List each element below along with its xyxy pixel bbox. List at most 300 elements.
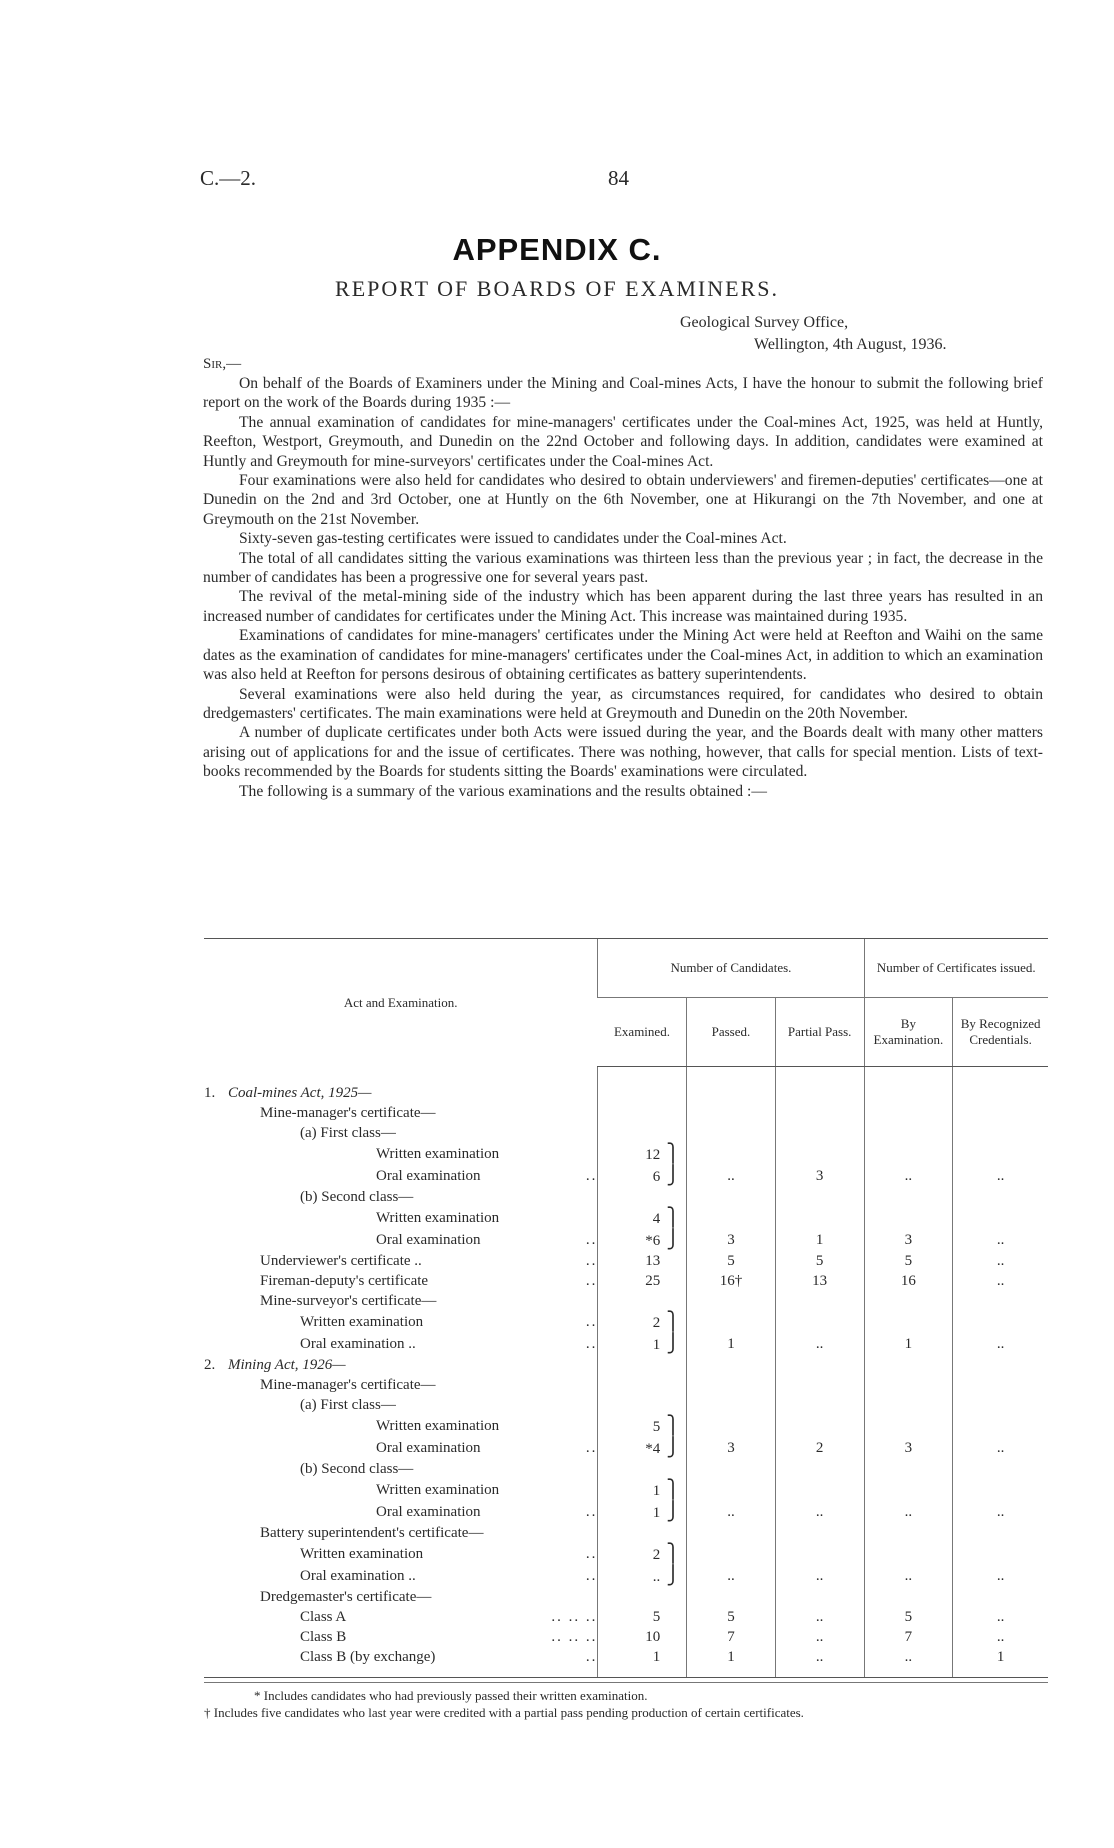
- table-row: [204, 1437, 1048, 1459]
- leader-dots: ..: [585, 1168, 598, 1184]
- table-row: [204, 1123, 1048, 1143]
- passed-value: [687, 1479, 776, 1501]
- passed-value: [687, 1123, 776, 1143]
- passed-value: [687, 1395, 776, 1415]
- partial-pass-value: [775, 1375, 864, 1395]
- passed-value: [687, 1067, 776, 1104]
- partial-pass-value: [775, 1291, 864, 1311]
- passed-value: [687, 1311, 776, 1333]
- header-by-credentials: By Recognized Credentials.: [953, 998, 1048, 1067]
- row-label-cell: [204, 1143, 598, 1165]
- salutation: Sir,—: [203, 356, 242, 372]
- table-row: [204, 1229, 1048, 1251]
- by-examination-value: [864, 1355, 953, 1375]
- leader-dots: [436, 1375, 598, 1395]
- partial-pass-value: [775, 1187, 864, 1207]
- leader-dots: [396, 1123, 598, 1143]
- leader-dots: [371, 1083, 597, 1103]
- passed-value: [687, 1291, 776, 1311]
- by-credentials-value: [953, 1291, 1048, 1311]
- by-credentials-value: [953, 1459, 1048, 1479]
- brace-glyph: ⎫: [666, 1207, 680, 1227]
- footnotes: [204, 1682, 1048, 1721]
- partial-pass-value: [775, 1123, 864, 1143]
- by-credentials-value: ..: [953, 1627, 1048, 1647]
- examined-value: 13: [645, 1253, 661, 1269]
- passed-value: [687, 1543, 776, 1565]
- table-row: [204, 1501, 1048, 1523]
- document-reference: C.—2.: [200, 166, 257, 190]
- table-row: [204, 1395, 1048, 1415]
- passed-value: 1: [687, 1333, 776, 1355]
- partial-pass-value: ..: [775, 1565, 864, 1587]
- examined-cell: [598, 1647, 687, 1678]
- row-label: Written examination: [300, 1314, 424, 1330]
- by-examination-value: [864, 1479, 953, 1501]
- row-label-cell: [204, 1607, 598, 1627]
- report-subtitle: REPORT OF BOARDS OF EXAMINERS.: [335, 276, 779, 301]
- row-label-cell: [204, 1627, 598, 1647]
- row-label: Fireman-deputy's certificate: [260, 1273, 429, 1289]
- by-examination-value: ..: [864, 1501, 953, 1523]
- office-line-1: Geological Survey Office,: [680, 314, 849, 331]
- row-label: Class B (by exchange): [300, 1649, 436, 1665]
- brace-glyph: ⎭: [666, 1501, 680, 1521]
- partial-pass-value: 5: [775, 1251, 864, 1271]
- by-examination-value: 5: [864, 1251, 953, 1271]
- passed-value: 3: [687, 1229, 776, 1251]
- by-credentials-value: ..: [953, 1271, 1048, 1291]
- table-row: [204, 1375, 1048, 1395]
- examined-value: 4: [652, 1211, 661, 1227]
- examined-cell: [598, 1437, 687, 1459]
- row-label: Mining Act, 1926—: [228, 1357, 346, 1373]
- leader-dots: [499, 1416, 597, 1436]
- row-label: Oral examination ..: [300, 1568, 416, 1584]
- table-row: [204, 1647, 1048, 1678]
- partial-pass-value: ..: [775, 1333, 864, 1355]
- paragraph: The annual examination of candidates for mine-managers' certificates under the Coal-mines Act, 1925, was held at Huntly, Reefton, Westport, Greymouth, and Dunedin on the 22nd October and following days. In addition, candidates were examined at Huntly and Greymouth for mine-surveyors' certificates under the Coal-mines Act.: [203, 413, 1043, 470]
- examined-cell: [598, 1143, 687, 1165]
- footnote-dagger: † Includes five candidates who last year were credited with a partial pass pending production of certain certificates.: [204, 1705, 804, 1720]
- by-credentials-value: [953, 1067, 1048, 1104]
- examined-cell: [598, 1187, 687, 1207]
- paragraph: A number of duplicate certificates under both Acts were issued during the year, and the Boards dealt with many other matters arising out of applications for and the issue of certificates. There was nothing, however, that calls for special mention. Lists of text-books recommended by the Boards for students sitting the Boards' examinations were circulated.: [203, 724, 1043, 781]
- examined-cell: [598, 1333, 687, 1355]
- passed-value: [687, 1187, 776, 1207]
- passed-value: [687, 1523, 776, 1543]
- row-number: 2.: [204, 1357, 216, 1373]
- header-by-examination: By Examination.: [864, 998, 953, 1067]
- paragraph: Examinations of candidates for mine-managers' certificates under the Mining Act were held at Reefton and Waihi on the same dates as the examination of candidates for mine-managers' certificates under the Coal-mines Act, in addition to which an examination was also held at Reefton for persons desirous of obtaining certificates as battery superintendents.: [203, 627, 1043, 684]
- by-credentials-value: ..: [953, 1165, 1048, 1187]
- by-credentials-value: ..: [953, 1229, 1048, 1251]
- row-label: Underviewer's certificate ..: [260, 1253, 422, 1269]
- leader-dots: [499, 1144, 597, 1164]
- by-examination-value: [864, 1311, 953, 1333]
- examined-value: 1: [652, 1505, 661, 1521]
- row-label: Oral examination: [376, 1504, 481, 1520]
- brace-glyph: ⎭: [666, 1565, 680, 1585]
- passed-value: ..: [687, 1565, 776, 1587]
- row-label-cell: [204, 1103, 598, 1123]
- leader-dots: ..: [585, 1649, 598, 1665]
- by-credentials-value: ..: [953, 1565, 1048, 1587]
- row-label: Written examination: [300, 1546, 424, 1562]
- row-label-cell: [204, 1165, 598, 1187]
- by-credentials-value: [953, 1395, 1048, 1415]
- row-label: Class A: [300, 1609, 347, 1625]
- row-label: Mine-surveyor's certificate—: [260, 1293, 437, 1309]
- leader-dots: [436, 1103, 598, 1123]
- by-examination-value: [864, 1523, 953, 1543]
- header-act-examination: Act and Examination.: [204, 939, 598, 1067]
- partial-pass-value: 13: [775, 1271, 864, 1291]
- brace-glyph: ⎭: [666, 1333, 680, 1353]
- row-label-cell: [204, 1647, 598, 1678]
- examined-value: 25: [645, 1273, 661, 1289]
- passed-value: ..: [687, 1165, 776, 1187]
- table-row: [204, 1311, 1048, 1333]
- by-examination-value: [864, 1375, 953, 1395]
- partial-pass-value: [775, 1067, 864, 1104]
- examined-value: 1: [652, 1337, 661, 1353]
- by-credentials-value: ..: [953, 1251, 1048, 1271]
- table-row: [204, 1103, 1048, 1123]
- leader-dots: [396, 1395, 598, 1415]
- examined-value: 5: [652, 1609, 661, 1625]
- leader-dots: ..: [585, 1253, 598, 1269]
- partial-pass-value: ..: [775, 1607, 864, 1627]
- examined-cell: [598, 1459, 687, 1479]
- leader-dots: [499, 1480, 597, 1500]
- table-row: [204, 1607, 1048, 1627]
- by-examination-value: ..: [864, 1165, 953, 1187]
- table-row: [204, 1459, 1048, 1479]
- by-credentials-value: [953, 1523, 1048, 1543]
- header-partial-pass: Partial Pass.: [775, 998, 864, 1067]
- brace-glyph: ⎫: [666, 1543, 680, 1563]
- by-credentials-value: [953, 1587, 1048, 1607]
- office-address: [680, 312, 947, 356]
- examination-summary-table: [204, 938, 1048, 1678]
- row-label-cell: [204, 1415, 598, 1437]
- leader-dots: ..: [585, 1504, 598, 1520]
- leader-dots: [413, 1459, 597, 1479]
- brace-glyph: ⎭: [666, 1229, 680, 1249]
- examined-cell: [598, 1501, 687, 1523]
- table-row: [204, 1251, 1048, 1271]
- leader-dots: ..: [585, 1440, 598, 1456]
- table-row: [204, 1565, 1048, 1587]
- row-label-cell: [204, 1395, 598, 1415]
- examined-cell: [598, 1523, 687, 1543]
- by-credentials-value: [953, 1123, 1048, 1143]
- passed-value: ..: [687, 1501, 776, 1523]
- by-examination-value: ..: [864, 1647, 953, 1678]
- leader-dots: ..: [585, 1314, 598, 1330]
- by-examination-value: 1: [864, 1333, 953, 1355]
- leader-dots: ..: [585, 1336, 598, 1352]
- row-label-cell: [204, 1207, 598, 1229]
- examined-cell: [598, 1355, 687, 1375]
- row-label-cell: [204, 1251, 598, 1271]
- row-label-cell: [204, 1271, 598, 1291]
- examined-cell: [598, 1123, 687, 1143]
- partial-pass-value: [775, 1143, 864, 1165]
- leader-dots: .. .. ..: [551, 1609, 598, 1625]
- passed-value: 5: [687, 1251, 776, 1271]
- row-label-cell: [204, 1479, 598, 1501]
- examined-value: 10: [645, 1629, 661, 1645]
- by-credentials-value: [953, 1375, 1048, 1395]
- partial-pass-value: 3: [775, 1165, 864, 1187]
- leader-dots: ..: [585, 1232, 598, 1248]
- by-examination-value: [864, 1123, 953, 1143]
- leader-dots: [499, 1208, 597, 1228]
- table-row: [204, 1067, 1048, 1104]
- by-credentials-value: [953, 1103, 1048, 1123]
- partial-pass-value: [775, 1355, 864, 1375]
- table-row: [204, 1479, 1048, 1501]
- partial-pass-value: ..: [775, 1647, 864, 1678]
- table-row: [204, 1355, 1048, 1375]
- examined-value: 12: [645, 1147, 661, 1163]
- passed-value: 1: [687, 1647, 776, 1678]
- examined-cell: [598, 1067, 687, 1104]
- examined-cell: [598, 1229, 687, 1251]
- row-number: 1.: [204, 1084, 216, 1101]
- header-passed: Passed.: [687, 998, 776, 1067]
- by-credentials-value: ..: [953, 1437, 1048, 1459]
- examined-cell: [598, 1627, 687, 1647]
- by-examination-value: 16: [864, 1271, 953, 1291]
- partial-pass-value: [775, 1479, 864, 1501]
- by-credentials-value: [953, 1543, 1048, 1565]
- row-label-cell: [204, 1501, 598, 1523]
- page-number: 84: [608, 166, 629, 190]
- passed-value: [687, 1103, 776, 1123]
- by-credentials-value: ..: [953, 1333, 1048, 1355]
- by-examination-value: 7: [864, 1627, 953, 1647]
- row-label: (b) Second class—: [300, 1461, 414, 1477]
- by-examination-value: [864, 1543, 953, 1565]
- row-label: Written examination: [376, 1418, 500, 1434]
- partial-pass-value: [775, 1395, 864, 1415]
- leader-dots: [436, 1291, 597, 1311]
- row-label-cell: [204, 1067, 598, 1104]
- examined-cell: [598, 1565, 687, 1587]
- paragraph: Four examinations were also held for candidates who desired to obtain underviewers' and firemen-deputies' certificates—one at Dunedin on the 2nd and 3rd October, one at Huntly on the 6th November, one at Hikurangi on the 7th November, and one at Greymouth on the 21st November.: [203, 472, 1043, 528]
- table-row: [204, 1333, 1048, 1355]
- examined-cell: [598, 1291, 687, 1311]
- table-body: [204, 1067, 1048, 1678]
- by-examination-value: [864, 1459, 953, 1479]
- by-examination-value: 3: [864, 1229, 953, 1251]
- passed-value: 3: [687, 1437, 776, 1459]
- leader-dots: [346, 1355, 598, 1375]
- row-label: (b) Second class—: [300, 1189, 414, 1205]
- brace-glyph: ⎫: [666, 1311, 680, 1331]
- table-row: [204, 1627, 1048, 1647]
- paragraph: Several examinations were also held during the year, as circumstances required, for candidates who desired to obtain dredgemasters' certificates. The main examinations were held at Greymouth and Dunedin on the 20th November.: [203, 685, 1043, 722]
- by-credentials-value: 1: [953, 1647, 1048, 1678]
- by-examination-value: ..: [864, 1565, 953, 1587]
- row-label: Battery superintendent's certificate—: [260, 1525, 484, 1541]
- table-row: [204, 1207, 1048, 1229]
- row-label-cell: [204, 1523, 598, 1543]
- office-line-2: Wellington, 4th August, 1936.: [754, 336, 947, 353]
- examined-cell: [598, 1479, 687, 1501]
- row-label-cell: [204, 1459, 598, 1479]
- row-label-cell: [204, 1333, 598, 1355]
- table-row: [204, 1523, 1048, 1543]
- row-label-cell: [204, 1311, 598, 1333]
- passed-value: 5: [687, 1607, 776, 1627]
- by-examination-value: [864, 1395, 953, 1415]
- table-row: [204, 1415, 1048, 1437]
- row-label: (a) First class—: [300, 1125, 396, 1141]
- row-label-cell: [204, 1123, 598, 1143]
- examined-cell: [598, 1271, 687, 1291]
- by-credentials-value: [953, 1311, 1048, 1333]
- row-label: Dredgemaster's certificate—: [260, 1589, 432, 1605]
- by-credentials-value: [953, 1415, 1048, 1437]
- table-row: [204, 1165, 1048, 1187]
- examined-value: 5: [652, 1419, 661, 1435]
- examined-value: *4: [645, 1441, 661, 1457]
- partial-pass-value: [775, 1523, 864, 1543]
- row-label-cell: [204, 1291, 598, 1311]
- by-credentials-value: [953, 1207, 1048, 1229]
- examined-value: 1: [652, 1483, 661, 1499]
- paragraph: Sixty-seven gas-testing certificates were issued to candidates under the Coal-mines Act.: [239, 530, 787, 548]
- row-label-cell: [204, 1437, 598, 1459]
- row-label-cell: [204, 1187, 598, 1207]
- partial-pass-value: ..: [775, 1501, 864, 1523]
- partial-pass-value: [775, 1543, 864, 1565]
- paragraph: The revival of the metal-mining side of the industry which has been apparent during the last three years has resulted in an increased number of candidates for certificates under the Mining Act. This increase was maintained during 1935.: [203, 588, 1043, 625]
- partial-pass-value: [775, 1459, 864, 1479]
- by-examination-value: [864, 1143, 953, 1165]
- row-label: Oral examination: [376, 1440, 481, 1456]
- examined-cell: [598, 1415, 687, 1437]
- brace-glyph: ⎫: [666, 1415, 680, 1435]
- table-row: [204, 1187, 1048, 1207]
- by-examination-value: 5: [864, 1607, 953, 1627]
- header-number-of-certificates: Number of Certificates issued.: [864, 939, 1048, 998]
- by-credentials-value: [953, 1187, 1048, 1207]
- partial-pass-value: [775, 1587, 864, 1607]
- by-examination-value: [864, 1587, 953, 1607]
- row-label: Mine-manager's certificate—: [260, 1377, 436, 1393]
- row-label-cell: [204, 1565, 598, 1587]
- examined-cell: [598, 1251, 687, 1271]
- examined-value: ..: [652, 1569, 661, 1585]
- examined-cell: [598, 1607, 687, 1627]
- passed-value: [687, 1355, 776, 1375]
- by-examination-value: 3: [864, 1437, 953, 1459]
- row-label-cell: [204, 1229, 598, 1251]
- by-credentials-value: ..: [953, 1607, 1048, 1627]
- passed-value: [687, 1207, 776, 1229]
- leader-dots: [483, 1523, 597, 1543]
- passed-value: [687, 1375, 776, 1395]
- examined-value: 1: [652, 1649, 661, 1665]
- passed-value: 7: [687, 1627, 776, 1647]
- examined-cell: [598, 1543, 687, 1565]
- by-examination-value: [864, 1067, 953, 1104]
- report-body: [203, 374, 1043, 801]
- passed-value: [687, 1587, 776, 1607]
- brace-glyph: ⎭: [666, 1437, 680, 1457]
- paragraph: On behalf of the Boards of Examiners under the Mining and Coal-mines Acts, I have the honour to submit the following brief report on the work of the Boards during 1935 :—: [203, 375, 1043, 412]
- leader-dots: [431, 1587, 597, 1607]
- examined-value: 6: [652, 1169, 661, 1185]
- leader-dots: [413, 1187, 597, 1207]
- examined-cell: [598, 1311, 687, 1333]
- partial-pass-value: ..: [775, 1627, 864, 1647]
- appendix-title: APPENDIX C.: [452, 232, 662, 267]
- row-label-cell: [204, 1375, 598, 1395]
- row-label: Oral examination ..: [300, 1336, 416, 1352]
- row-label: Written examination: [376, 1210, 500, 1226]
- examined-value: 2: [652, 1547, 661, 1563]
- leader-dots: .. .. ..: [551, 1629, 598, 1645]
- examined-value: 2: [652, 1315, 661, 1331]
- examined-cell: [598, 1165, 687, 1187]
- table-row: [204, 1143, 1048, 1165]
- by-credentials-value: ..: [953, 1501, 1048, 1523]
- examined-cell: [598, 1207, 687, 1229]
- by-credentials-value: [953, 1143, 1048, 1165]
- table-row: [204, 1291, 1048, 1311]
- row-label-cell: [204, 1543, 598, 1565]
- brace-glyph: ⎭: [666, 1165, 680, 1185]
- row-label: (a) First class—: [300, 1397, 396, 1413]
- by-examination-value: [864, 1415, 953, 1437]
- partial-pass-value: [775, 1415, 864, 1437]
- partial-pass-value: 1: [775, 1229, 864, 1251]
- leader-dots: ..: [585, 1568, 598, 1584]
- brace-glyph: ⎫: [666, 1143, 680, 1163]
- row-label: Coal-mines Act, 1925—: [228, 1084, 372, 1101]
- by-credentials-value: [953, 1355, 1048, 1375]
- leader-dots: ..: [585, 1273, 598, 1289]
- examined-value: *6: [645, 1233, 661, 1249]
- examined-cell: [598, 1395, 687, 1415]
- partial-pass-value: 2: [775, 1437, 864, 1459]
- row-label-cell: [204, 1355, 598, 1375]
- by-examination-value: [864, 1187, 953, 1207]
- footnote-asterisk: * Includes candidates who had previously passed their written examination.: [254, 1688, 648, 1703]
- header-number-of-candidates: Number of Candidates.: [598, 939, 864, 998]
- table-row: [204, 1543, 1048, 1565]
- passed-value: [687, 1415, 776, 1437]
- by-examination-value: [864, 1291, 953, 1311]
- paragraph: The total of all candidates sitting the various examinations was thirteen less than the previous year ; in fact, the decrease in the number of candidates has been a progressive one for several years past.: [203, 549, 1043, 587]
- partial-pass-value: [775, 1311, 864, 1333]
- examined-cell: [598, 1587, 687, 1607]
- header-examined: Examined.: [598, 998, 687, 1067]
- by-examination-value: [864, 1207, 953, 1229]
- passed-value: [687, 1143, 776, 1165]
- brace-glyph: ⎫: [666, 1479, 680, 1499]
- table-row: [204, 1271, 1048, 1291]
- row-label: Written examination: [376, 1482, 500, 1498]
- table-row: [204, 1587, 1048, 1607]
- by-examination-value: [864, 1103, 953, 1123]
